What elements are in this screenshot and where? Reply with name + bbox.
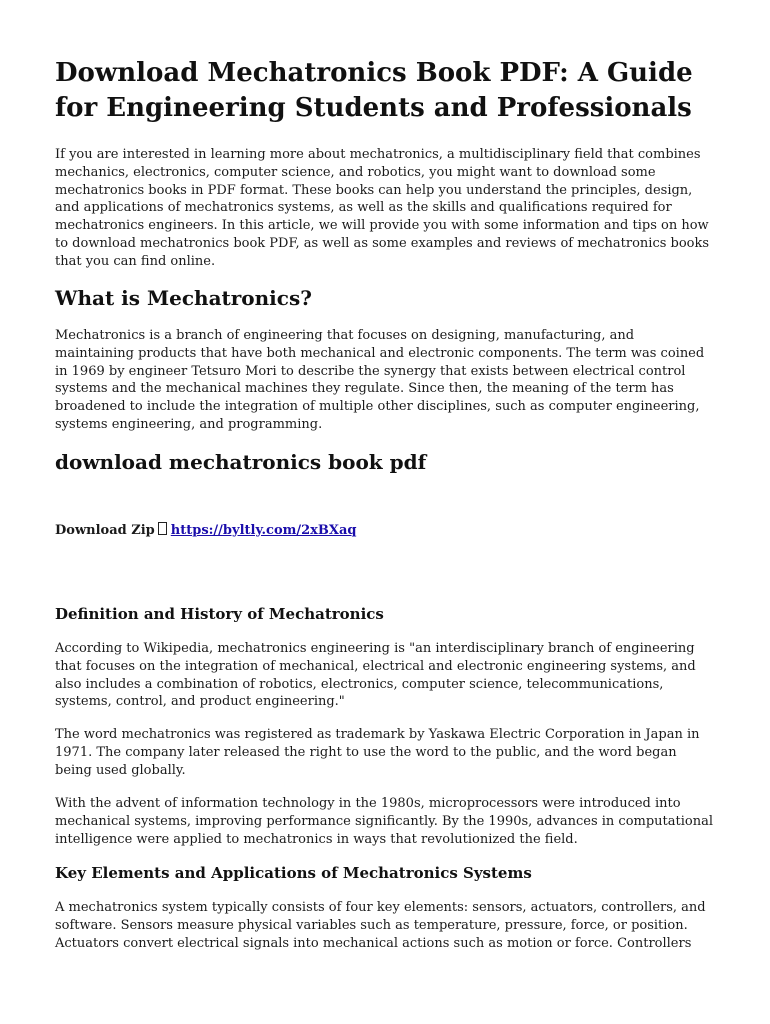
definition-paragraph-3: With the advent of information technology in the 1980s, microprocessors were introduced into mechanical systems, improving performance significantly. By the 1990s, advances in computational intelligence were applied to mechatronics in ways that revolutionized the field.: [55, 796, 714, 847]
definition-paragraph-2: The word mechatronics was registered as trademark by Yaskawa Electric Corporation in Japan in 1971. The company later released the right to use the word to the public, and the word began being used globally.: [55, 727, 700, 778]
heading-definition-history: Definition and History of Mechatronics: [55, 605, 384, 623]
missing-glyph-icon: [158, 522, 167, 535]
download-line: [55, 522, 717, 540]
what-is-paragraph: Mechatronics is a branch of engineering that focuses on designing, manufacturing, and maintaining products that have both mechanical and electronic components. The term was coined in 1969 by engineer Tetsuro Mori to describe the synergy that exists between electrical control systems and the mechanical machines they regulate. Since then, the meaning of the term has broadened to include the integration of multiple other disciplines, such as computer engineering, systems engineering, and programming.: [55, 328, 705, 432]
heading-key-elements: Key Elements and Applications of Mechatronics Systems: [55, 864, 532, 882]
definition-paragraph-1: According to Wikipedia, mechatronics engineering is "an interdisciplinary branch of engineering that focuses on the integration of mechanical, electrical and electronic engineering systems, and also includes a combination of robotics, electronics, computer science, telecommunications, systems, control, and product engineering.": [55, 641, 696, 710]
download-label: Download Zip: [55, 523, 155, 538]
heading-what-is-mechatronics: What is Mechatronics?: [55, 286, 312, 310]
download-link[interactable]: https://byltly.com/2xBXaq: [170, 523, 357, 538]
heading-download: download mechatronics book pdf: [55, 450, 427, 474]
intro-paragraph: If you are interested in learning more about mechatronics, a multidisciplinary field that combines mechanics, electronics, computer science, and robotics, you might want to download some mechatronics books in PDF format. These books can help you understand the principles, design, and applications of mechatronics systems, as well as the skills and qualifications required for mechatronics engineers. In this article, we will provide you with some information and tips on how to download mechatronics book PDF, as well as some examples and reviews of mechatronics books that you can find online.: [55, 147, 710, 269]
key-elements-paragraph: A mechatronics system typically consists of four key elements: sensors, actuators, controllers, and software. Sensors measure physical variables such as temperature, pressure, force, or position. Actuators convert electrical signals into mechanical actions such as motion or force. Controllers: [55, 900, 706, 951]
page-title: Download Mechatronics Book PDF: A Guide for Engineering Students and Professionals: [55, 58, 693, 123]
